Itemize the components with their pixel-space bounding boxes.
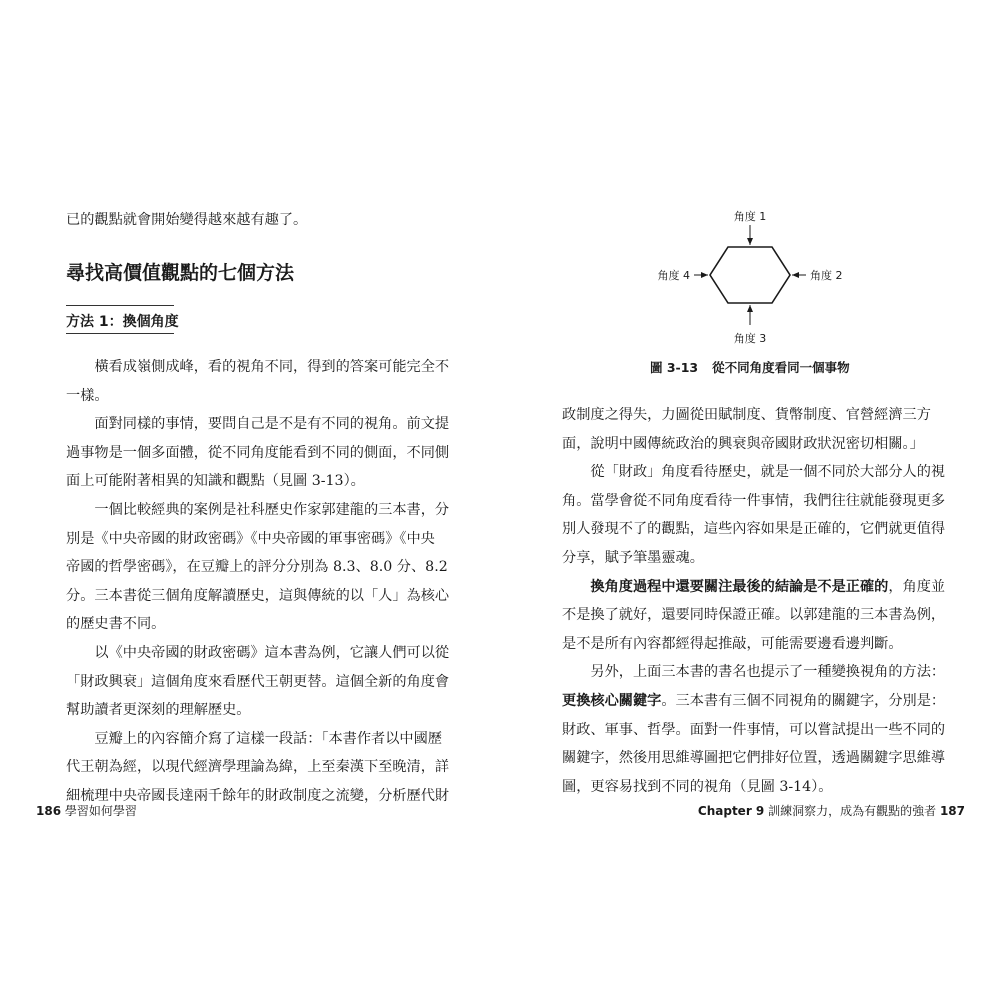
- body-line: 幫助讀者更深刻的理解歷史。: [66, 702, 251, 719]
- body-line: 不是換了就好，還要同時保證正確。以郭建龍的三本書為例，: [562, 607, 946, 624]
- body-line: 帝國的哲學密碼》，在豆瓣上的評分分別為 8.3、8.0 分、8.2: [66, 559, 448, 576]
- right-folio: [698, 802, 965, 819]
- body-line: 分享，賦予筆墨靈魂。: [562, 549, 704, 566]
- right-page: [500, 0, 1000, 1000]
- body-line: 政制度之得失，力圖從田賦制度、貨幣制度、官營經濟三方: [562, 407, 931, 423]
- left-folio: [36, 802, 137, 819]
- angle-figure: [640, 205, 860, 350]
- label-angle-2: 角度 2: [810, 269, 843, 282]
- hexagon-shape: [710, 247, 790, 303]
- body-line: 橫看成嶺側成峰，看的視角不同，得到的答案可能完全不: [66, 359, 450, 375]
- body-line: 一個比較經典的案例是社科歷史作家郭建龍的三本書，分: [66, 501, 450, 518]
- body-line: 另外，上面三本書的書名也提示了一種變換視角的方法：: [562, 664, 946, 681]
- figure-caption: [650, 358, 850, 376]
- left-body-text: [66, 353, 450, 811]
- body-line-emphasis: [562, 687, 950, 716]
- bold-emphasis: 換角度過程中還要關注最後的結論是不是正確的: [562, 578, 889, 595]
- page-number: 187: [939, 804, 965, 818]
- right-body-text: [562, 401, 950, 801]
- body-line: 別是《中央帝國的財政密碼》《中央帝國的軍事密碼》《中央: [66, 530, 435, 547]
- body-line: 面，說明中國傳統政治的興衰與帝國財政狀況密切相關。」: [562, 435, 924, 452]
- label-angle-1: 角度 1: [733, 210, 767, 223]
- body-line: 以《中央帝國的財政密碼》這本書為例，它讓人們可以從: [66, 644, 450, 661]
- label-angle-4: 角度 4: [657, 269, 690, 282]
- body-line: 豆瓣上的內容簡介寫了這樣一段話：「本書作者以中國歷: [66, 730, 442, 747]
- method-title: 方法 1：換個角度: [66, 314, 179, 330]
- body-line: 是不是所有內容都經得起推敲，可能需要邊看邊判斷。: [562, 635, 903, 652]
- opening-line: 已的觀點就會開始變得越來越有趣了。: [66, 212, 308, 228]
- body-line: 別人發現不了的觀點，這些內容如果是正確的，它們就更值得: [562, 521, 946, 538]
- page-number: 186: [36, 804, 62, 818]
- section-title: 尋找高價值觀點的七個方法: [66, 262, 295, 284]
- body-line-continuation: ，角度並: [888, 578, 946, 595]
- body-line: 財政、軍事、哲學。面對一件事情，可以嘗試提出一些不同的: [562, 721, 946, 738]
- running-title: 學習如何學習: [64, 804, 137, 818]
- body-line: 「財政興衰」這個角度來看歷代王朝更替。這個全新的角度會: [66, 673, 450, 690]
- running-title: 訓練洞察力，成為有觀點的強者: [768, 804, 937, 818]
- body-line: 關鍵字，然後用思維導圖把它們排好位置，透過關鍵字思維導: [562, 750, 946, 767]
- chapter-label: Chapter 9: [697, 804, 765, 818]
- method-top-rule: [66, 305, 174, 306]
- body-line: 的歷史書不同。: [66, 616, 166, 633]
- label-angle-3: 角度 3: [733, 332, 767, 345]
- body-line: 一樣。: [66, 387, 109, 404]
- body-line: 過事物是一個多面體，從不同角度能看到不同的側面，不同側: [66, 444, 450, 461]
- body-line: 面上可能附著相異的知識和觀點（見圖 3-13）。: [66, 473, 365, 490]
- body-line: 細梳理中央帝國長達兩千餘年的財政制度之流變，分析歷代財: [66, 787, 450, 804]
- body-line: 代王朝為經，以現代經濟學理論為緯，上至秦漢下至晚清，詳: [66, 759, 450, 776]
- bold-emphasis: 更換核心關鍵字: [562, 692, 662, 709]
- body-line: 圖，更容易找到不同的視角（見圖 3-14）。: [562, 778, 833, 795]
- body-line-emphasis: [562, 573, 950, 602]
- method-underline: [66, 333, 174, 334]
- body-line: 角。當學會從不同角度看待一件事情，我們往往就能發現更多: [562, 492, 946, 509]
- body-line-continuation: 。三本書有三個不同視角的關鍵字，分別是：: [661, 692, 946, 709]
- figure-number: 圖 3-13: [650, 360, 699, 375]
- body-line: 分。三本書從三個角度解讀歷史，這與傳統的以「人」為核心: [66, 587, 450, 604]
- opening-paragraph: [66, 206, 446, 235]
- body-line: 面對同樣的事情，要問自己是不是有不同的視角。前文提: [66, 416, 450, 433]
- figure-caption-text: 從不同角度看同一個事物: [712, 360, 850, 375]
- body-line: 從「財政」角度看待歷史，就是一個不同於大部分人的視: [562, 464, 946, 481]
